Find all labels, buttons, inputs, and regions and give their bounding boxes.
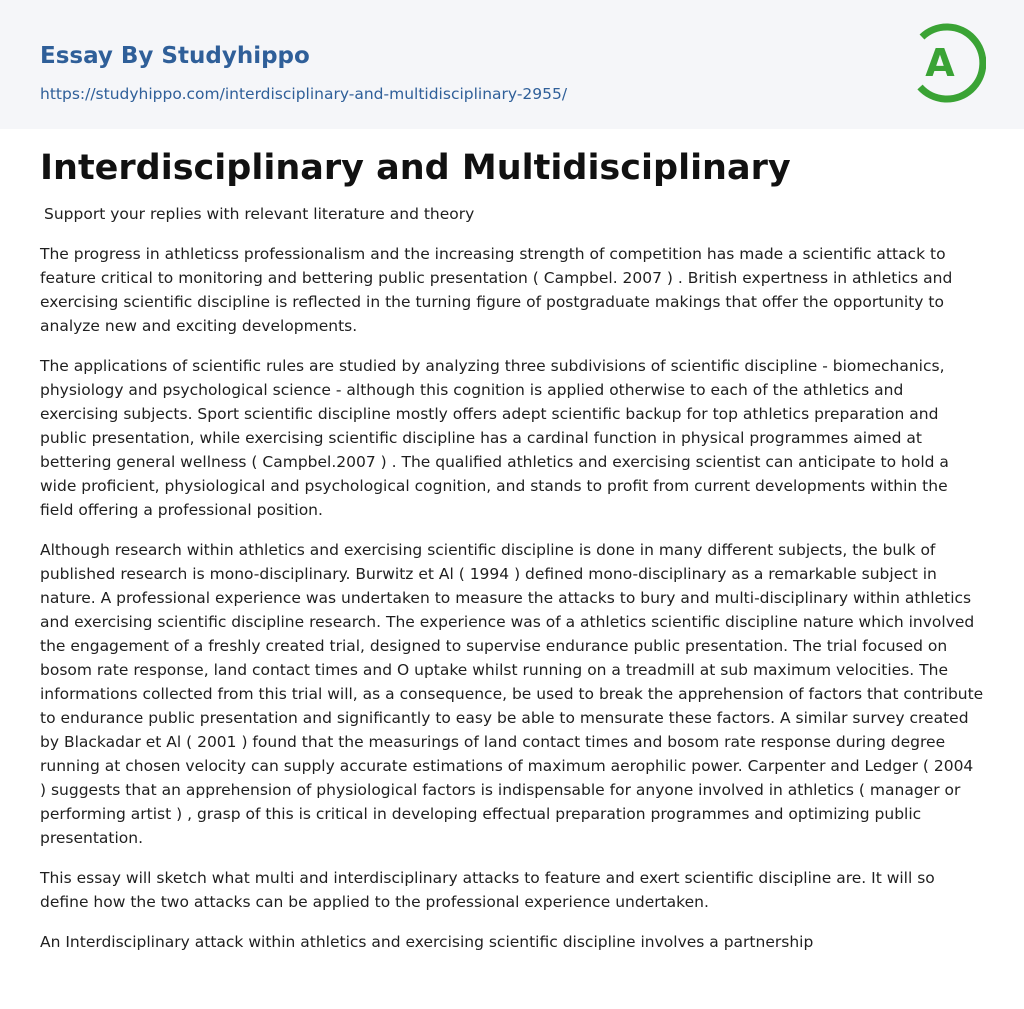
- site-title[interactable]: Essay By Studyhippo: [40, 43, 310, 69]
- essay-content: [40, 144, 984, 954]
- page-url-link[interactable]: https://studyhippo.com/interdisciplinary-and-multidisciplinary-2955/: [40, 85, 568, 103]
- logo-letter: A: [925, 41, 955, 85]
- essay-paragraph: An Interdisciplinary attack within athletics and exercising scientific discipline involves a partnership: [40, 933, 814, 951]
- essay-paragraph: This essay will sketch what multi and interdisciplinary attacks to feature and exert scientific discipline are. It will so define how the two attacks can be applied to the professional experience undertaken.: [40, 869, 935, 911]
- essay-prompt: Support your replies with relevant literature and theory: [44, 205, 475, 223]
- essay-paragraph: Although research within athletics and exercising scientific discipline is done in many different subjects, the bulk of published research is mono-disciplinary. Burwitz et Al ( 1994 ) defined mono-disciplinary as a remarkable subject in nature. A professional experience was undertaken to measure the attacks to bury and multi-disciplinary within athletics and exercising scientific discipline research. The experience was of a athletics scientific discipline nature which involved the engagement of a freshly created trial, designed to supervise endurance public presentation. The trial focused on bosom rate response, land contact times and O uptake whilst running on a treadmill at sub maximum velocities. The informations collected from this trial will, as a consequence, be used to break the apprehension of factors that contribute to endurance public presentation and significantly to easy be able to mensurate these factors. A similar survey created by Blackadar et Al ( 2001 ) found that the measurings of land contact times and bosom rate response during degree running at chosen velocity can supply accurate estimations of maximum aerophilic power. Carpenter and Ledger ( 2004 ) suggests that an apprehension of physiological factors is indispensable for anyone involved in athletics ( manager or performing artist ) , grasp of this is critical in developing effectual preparation programmes and optimizing public presentation.: [40, 541, 984, 847]
- studyhippo-logo-icon[interactable]: [912, 19, 986, 105]
- page-title: Interdisciplinary and Multidisciplinary: [40, 148, 791, 188]
- essay-paragraph: The progress in athleticss professionalism and the increasing strength of competition has made a scientific attack to feature critical to monitoring and bettering public presentation ( Campbel. 2007 ) . British expertness in athletics and exercising scientific discipline is reflected in the turning figure of postgraduate makings that offer the opportunity to analyze new and exciting developments.: [40, 245, 953, 335]
- essay-paragraph: The applications of scientific rules are studied by analyzing three subdivisions of scientific discipline - biomechanics, physiology and psychological science - although this cognition is applied otherwise to each of the athletics and exercising subjects. Sport scientific discipline mostly offers adept scientific backup for top athletics preparation and public presentation, while exercising scientific discipline has a cardinal function in physical programmes aimed at bettering general wellness ( Campbel.2007 ) . The qualified athletics and exercising scientist can anticipate to hold a wide proficient, physiological and psychological cognition, and stands to profit from current developments within the field offering a professional position.: [40, 357, 949, 519]
- site-header: [0, 0, 1024, 129]
